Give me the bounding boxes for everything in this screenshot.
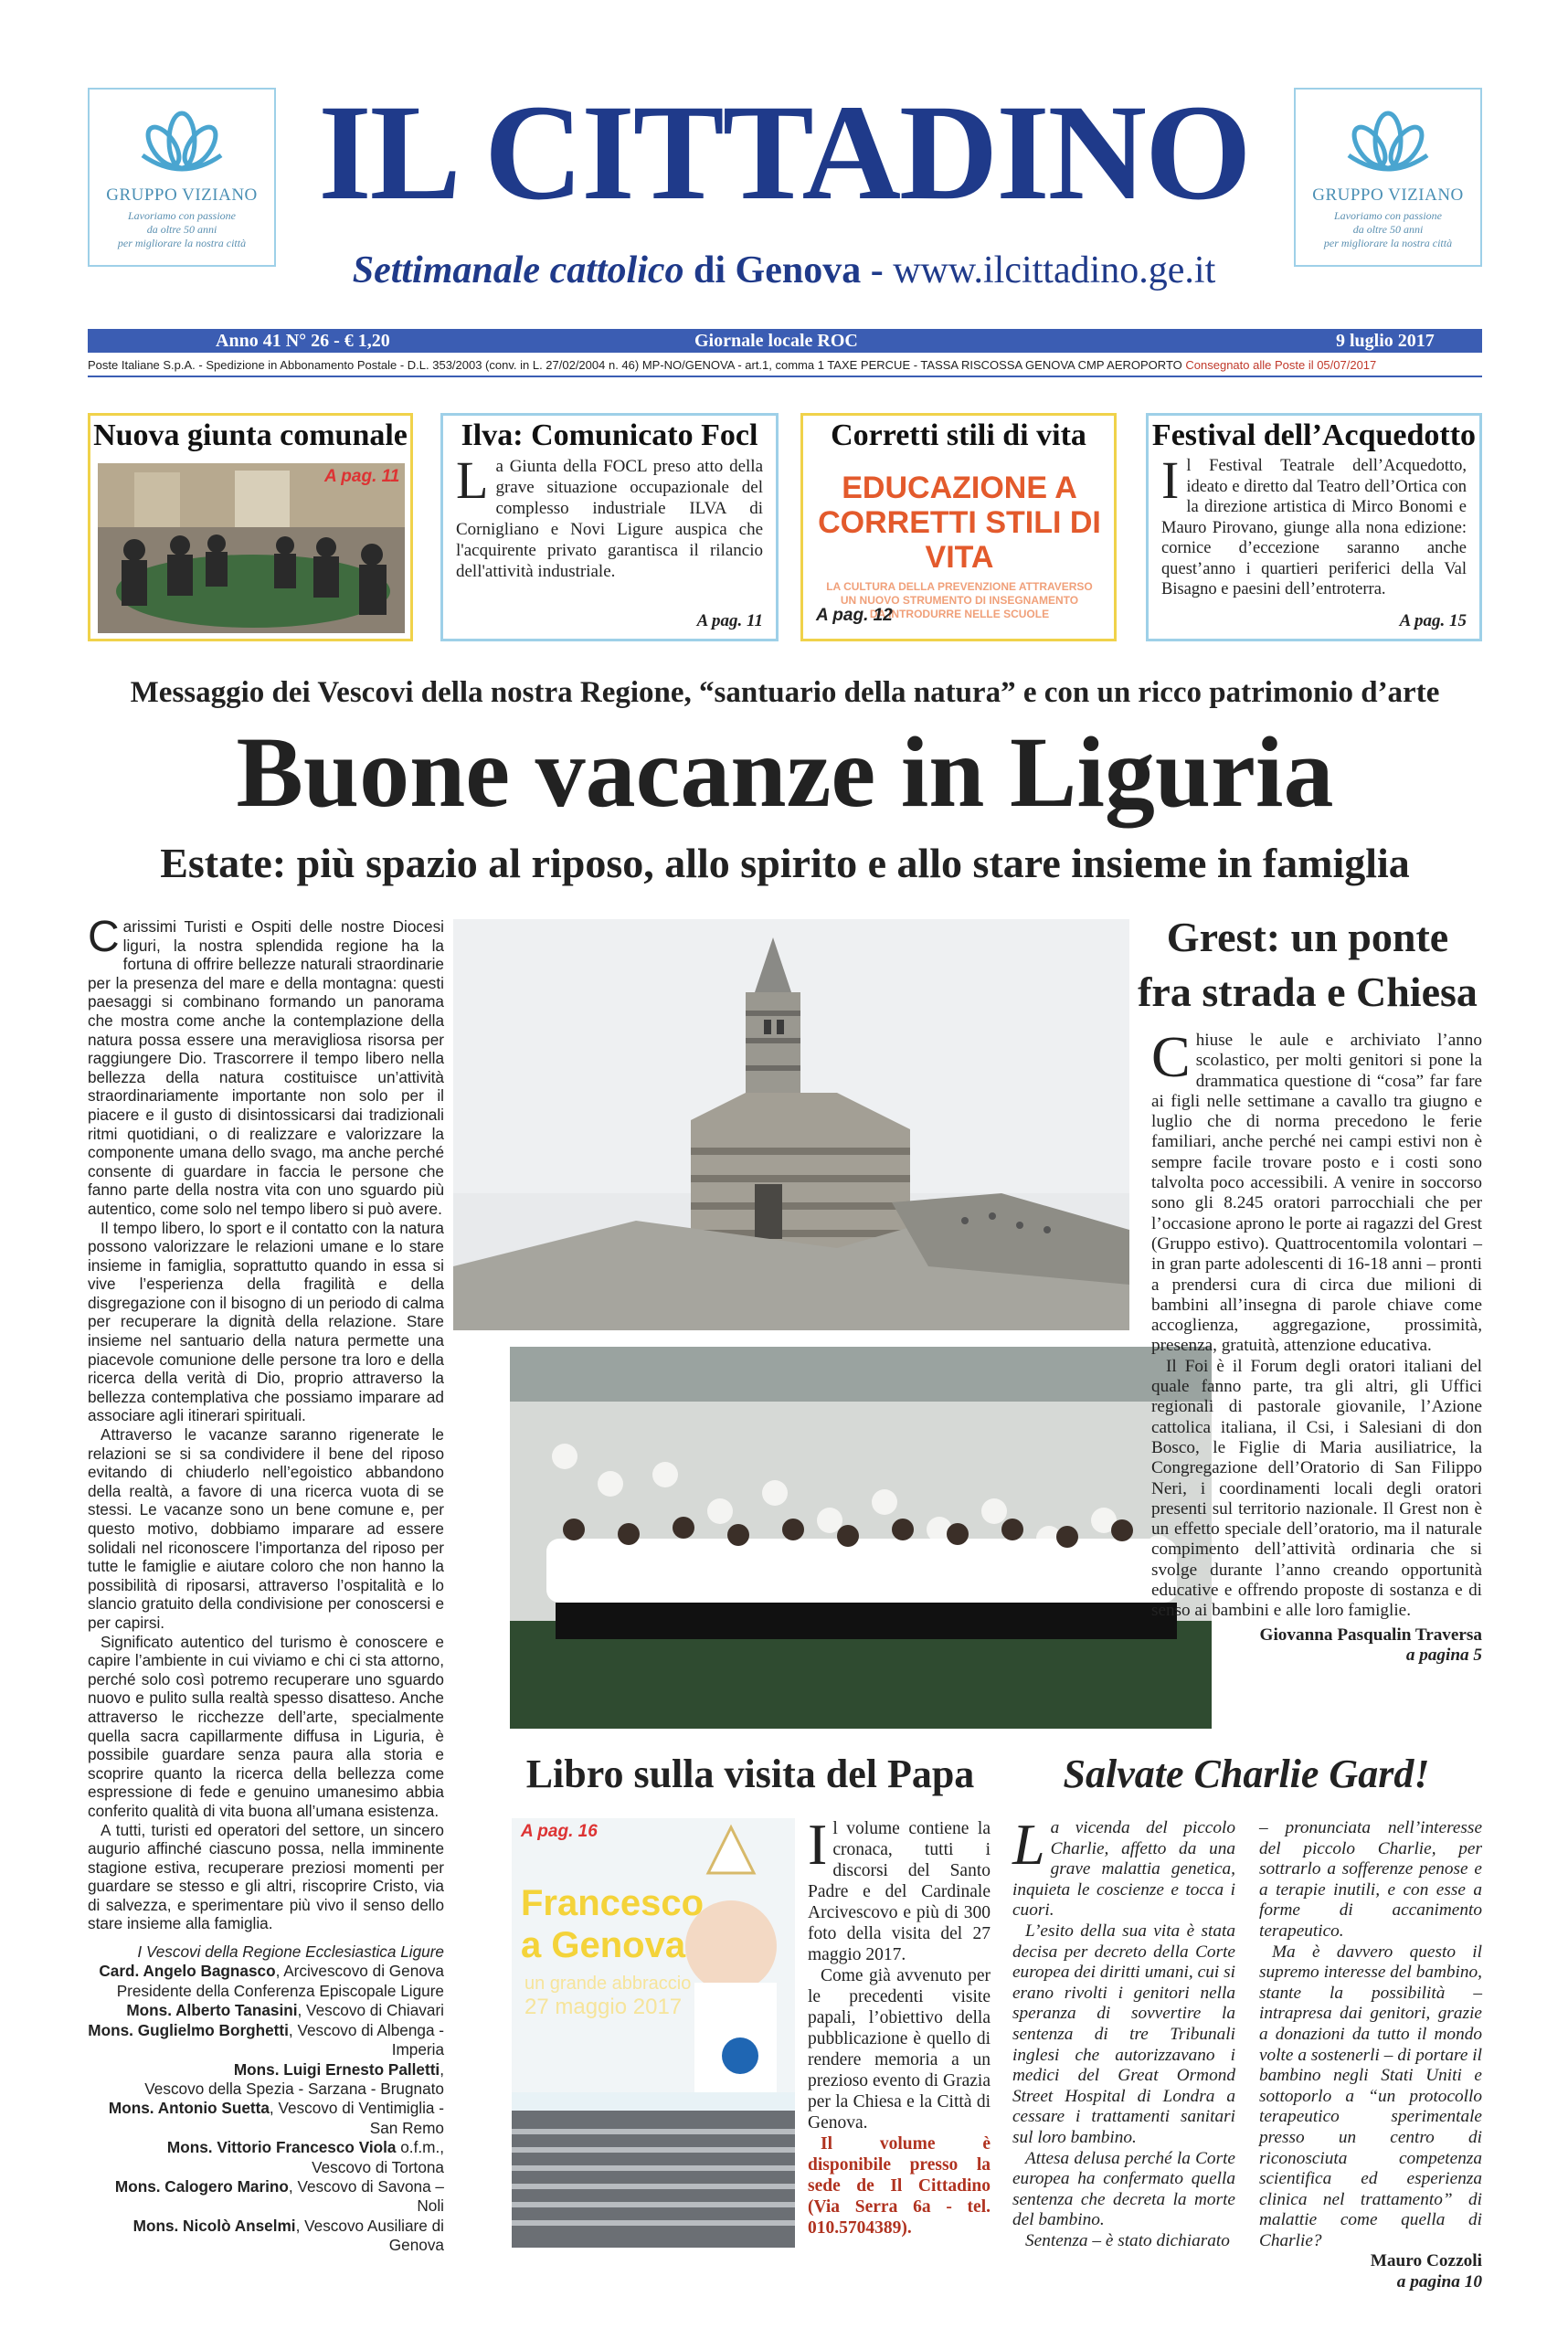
lotus-icon [132, 104, 232, 177]
page-ref[interactable]: A pag. 12 [816, 606, 893, 625]
issue-date: 9 luglio 2017 [1336, 331, 1435, 351]
charlie-headline[interactable]: Salvate Charlie Gard! [1063, 1752, 1430, 1796]
grest-author: Giovanna Pasqualin Traversa [1259, 1625, 1482, 1645]
sponsor-logo-left[interactable] [88, 88, 276, 267]
paper-type: Giornale locale ROC [694, 331, 858, 351]
main-headline[interactable]: Buone vacanze in Liguria [236, 716, 1334, 828]
church-photo [453, 919, 1129, 1330]
grest-children-photo [510, 1347, 1212, 1729]
main-deck: Estate: più spazio al riposo, allo spirito e allo stare insieme in famiglia [160, 840, 1410, 886]
book-cover-subtitle: un grande abbraccio 27 maggio 2017 [524, 1974, 692, 2019]
book-cover[interactable] [512, 1818, 795, 2248]
teaser-stili-vita[interactable] [800, 413, 1117, 641]
sponsor-name: GRUPPO VIZIANO [106, 185, 258, 205]
teaser-body: Il Festival Teatrale dell’Acquedotto, ideato e diretto dal Teatro dell’Ortica con la direzione artistica di Mirco Bonomi e Mauro Pirovano, giunge alla nona edizione: cornice d’eccezione saranno anche quest’anno i quartieri periferici della Val Bisagno e paesini dell’entroterra. [1161, 450, 1467, 598]
libro-availability: Il volume è disponibile presso la sede de Il Cittadino (Via Serra 6a - tel. 010.5704389). [808, 2134, 991, 2238]
teaser-title: Corretti stili di vita [831, 418, 1086, 452]
issue-number: Anno 41 N° 26 - € 1,20 [216, 331, 390, 351]
sponsor-logo-right[interactable] [1294, 88, 1482, 267]
teaser-festival[interactable] [1146, 413, 1482, 641]
masthead-subtitle: Settimanale cattolico di Genova - www.ilcittadino.ge.it [352, 249, 1216, 291]
charlie-article-col2: – pronunciata nell’interesse del piccolo Charlie, per sottrarlo a sofferenze penose e a terapie inutili, e con esse a forme di accanimento terapeutico. Ma è davvero questo il supremo interesse del bambino, stante la possibilità – intrapresa dai genitori, grazie a donazioni da tutto il mondo volte a sostenerli – di portare il bambino negli Stati Uniti e sottoporlo a “un protocollo terapeutico sperimentale presso un centro di riconosciuta competenza scientifica ed esperienza clinica nel trattamento” di malattie come quella di Charlie? Mauro Cozzoli a pagina 10 [1259, 1818, 1482, 2292]
lotus-icon [1338, 104, 1438, 177]
teaser-title: Festival dell’Acquedotto [1151, 418, 1477, 452]
postal-notice: Poste Italiane S.p.A. - Spedizione in Abbonamento Postale - D.L. 353/2003 (conv. in L. 27/02/2004 n. 46) MP-NO/GENOVA - art.1, comma 1 TAXE PERCUE - TASSA RISCOSSA GENOVA CMP AEROPORTO Consegnato alle Poste il 05/07/2017 [88, 358, 1482, 377]
charlie-article-col1: La vicenda del piccolo Charlie, affetto da una grave malattia genetica, inquieta le coscienze e tocca i cuori. L’esito della sua vita è stata decisa per decreto della Corte europea dei diritti umani, cui si erano rivolti i genitori nella speranza di sovvertire la sentenza di tre Tribunali inglesi che autorizzavano i medici del Great Ormond Street Hospital di Londra a cessare i trattamenti sanitari sul loro bambino. Attesa delusa perché la Corte europea ha confermato quella sentenza che decreta la morte del bambino. Sentenza – è stato dichiarato [1012, 1812, 1235, 2250]
main-article-body: Carissimi Turisti e Ospiti delle nostre Diocesi liguri, la nostra splendida regione ha la fortuna di offrire bellezze naturali straordinarie per la presenza del mare e della montagna: questi paesaggi si combinano formando un panorama che mostra come anche la contemplazione della natura possa essere una meravigliosa risorsa per raggiungere Dio. Trascorrere il tempo libero nella bellezza della natura costituisce un’attività straordinariamente importante non solo per il piacere e il gusto di disintossicarsi dai tradizionali ritmi quotidiani, o di realizzare e valorizzare la componente umana dello svago, ma anche perché consente di guardare in faccia le persone che fanno parte della nostra vita con uno sguardo più autentico, come solo nel tempo libero si può avere. Il tempo libero, lo sport e il contatto con la natura possono valorizzare le relazioni umane e lo stare insieme in famiglia, soprattutto quando in essa si vive l’esperienza della fragilità e della disgregazione con il bisogno di un periodo di calma per recuperare la dignità della relazione. Stare insieme nel santuario della natura permette una piacevole comunione delle persone tra loro e della ricerca della verità di Dio, proprio attraverso la bellezza contemplativa che possiamo imparare ad associare agli itinerari spirituali. Attraverso le vacanze saranno rigenerate le relazioni se si sa condividere il bene del riposo evitando di chiuderlo nell’egoistico abbandono della realtà, a favore di una ricerca vuota di se stessi. Le vacanze sono un bene comune e, per questo motivo, dobbiamo imparare ad essere solidali nel riconoscere l’importanza del riposo per tutte le famiglie e aiutare coloro che non hanno la possibilità di riposarsi, attraverso l’ospitalità e lo slancio gratuito della condivisione per conoscersi e per capirsi. Significato autentico del turismo è conoscere e capire l’ambiente in cui viviamo e chi ci sta attorno, perché solo così potremo recuperare uno sguardo nuovo e pulito sulla realtà spesso disatteso. Anche attraverso le ricchezze dell’arte, specialmente quella sacra capillarmente diffusa in Liguria, è possibile guardare senza paura alla storia e scoprire quanto la ricerca della bellezza come espressione di fede e genuino umanesimo abbia conferito qualità di vita buona all’umana esistenza. A tutti, turisti ed operatori del settore, un sincero augurio affinché ciascuno possa, nella imminente stagione estiva, recuperare preziosi momenti per guardare se stesso e gli altri, riscoprire Cristo, via di salvezza, e sperimentare più vivo il senso dello stare insieme alla famiglia. I Vescovi della Regione Ecclesiastica Ligure Card. Angelo Bagnasco, Arcivescovo di Genova Presidente della Conferenza Episcopale Ligure Mons. Alberto Tanasini, Vescovo di Chiavari Mons. Guglielmo Borghetti, Vescovo di Albenga - Imperia Mons. Luigi Ernesto Palletti, Vescovo della Spezia - Sarzana - Brugnato Mons. Antonio Suetta, Vescovo di Ventimiglia - San Remo Mons. Vittorio Francesco Viola o.f.m., Vescovo di Tortona Mons. Calogero Marino, Vescovo di Savona – Noli Mons. Nicolò Anselmi, Vescovo Ausiliare di Genova [88, 913, 444, 2255]
council-photo [98, 463, 405, 633]
page-ref[interactable]: A pag. 11 [324, 467, 400, 486]
sponsor-name: GRUPPO VIZIANO [1312, 185, 1464, 205]
grest-article-body: Chiuse le aule e archiviato l’anno scolastico, per molti genitori si pone la drammatica questione di “cosa” far fare ai figli nelle settimane a cavallo tra giugno e luglio che di norma precedono le ferie familiari, anche perché nei campi estivi non è sempre facile trovare posto e i costi sono talvolta poco accessibili. A venire in soccorso sono gli 8.245 oratori parrocchiali che per l’occasione aprono le porte ai ragazzi del Grest (Gruppo estivo). Quattrocentomila volontari – in gran parte adolescenti di 16-18 anni – pronti a prendersi cura di circa due milioni di bambini all’insegna di parole chiave come accoglienza, aggregazione, prossimità, presenza, gratuità, attenzione educativa. Il Foi è il Forum degli oratori italiani del quale fanno parte, tra gli altri, gli Uffici regionali di pastorale giovanile, l’Azione cattolica italiana, il Csi, i Salesiani di don Bosco, le Figlie di Maria ausiliatrice, la Congregazione dell’Oratorio di San Filippo Neri, i coordinamenti locali degli oratori presenti sul territorio nazionale. Il Grest non è un effetto speciale dell’oratorio, ma il naturale compimento dell’attività ordinaria che si svolge durante l’anno creando opportunità educative e offrendo proposte di sostanza e di senso ai bambini e alle loro famiglie. Giovanna Pasqualin Traversa a pagina 5 [1151, 1024, 1482, 1665]
website-link[interactable]: www.ilcittadino.ge.it [893, 249, 1216, 291]
bishops-signature: I Vescovi della Regione Ecclesiastica Ligure Card. Angelo Bagnasco, Arcivescovo di Genova Presidente della Conferenza Episcopale Ligure Mons. Alberto Tanasini, Vescovo di Chiavari Mons. Guglielmo Borghetti, Vescovo di Albenga - Imperia Mons. Luigi Ernesto Palletti, Vescovo della Spezia - Sarzana - Brugnato Mons. Antonio Suetta, Vescovo di Ventimiglia - San Remo Mons. Vittorio Francesco Viola o.f.m., Vescovo di Tortona Mons. Calogero Marino, Vescovo di Savona – Noli Mons. Nicolò Anselmi, Vescovo Ausiliare di Genova [88, 1942, 444, 2255]
page-ref[interactable]: A pag. 15 [1399, 611, 1467, 630]
charlie-author: Mauro Cozzoli [1370, 2251, 1482, 2271]
page-ref[interactable]: A pag. 11 [696, 611, 763, 630]
teaser-ilva[interactable] [440, 413, 779, 641]
issue-info-bar [88, 329, 1482, 353]
charlie-page-ref[interactable]: a pagina 10 [1396, 2272, 1482, 2292]
libro-headline[interactable]: Libro sulla visita del Papa [525, 1752, 975, 1796]
page-ref: A pag. 16 [521, 1822, 598, 1841]
grest-page-ref[interactable]: a pagina 5 [1405, 1645, 1482, 1665]
teaser-title: Ilva: Comunicato Focl [461, 418, 758, 452]
masthead-title: IL CITTADINO [318, 77, 1250, 228]
teaser-body: La Giunta della FOCL preso atto della grave situazione occupazionale del complesso industriale ILVA di Cornigliano e Novi Ligure auspica che l'acquirente privato garantisca il rilancio dell'attività industriale. [456, 450, 763, 581]
libro-article-body: Il volume contiene la cronaca, tutti i discorsi del Santo Padre e del Cardinale Arcivescovo e più di 300 foto della visita del 27 maggio 2017. Come già avvenuto per le precedenti visite papali, l’obiettivo della pubblicazione è quello di rendere memoria a un prezioso evento di Grazia per la Chiesa e la Città di Genova. Il volume è disponibile presso la sede de Il Cittadino (Via Serra 6a - tel. 010.5704389). [808, 1812, 991, 2238]
teaser-title: Nuova giunta comunale [93, 418, 408, 452]
education-graphic: EDUCAZIONE A CORRETTI STILI DI VITA LA CULTURA DELLA PREVENZIONE ATTRAVERSO UN NUOVO STRUMENTO DI INSEGNAMENTO DA INTRODURRE NELLE SCUOLE [810, 463, 1108, 600]
main-kicker: Messaggio dei Vescovi della nostra Regione, “santuario della natura” e con un ricco patrimonio d’arte [130, 676, 1440, 709]
sponsor-tagline: Lavoriamo con passione da oltre 50 anni per migliorare la nostra città [117, 209, 247, 249]
book-cover-title: Francesco a Genova [521, 1883, 705, 1965]
grest-headline[interactable]: Grest: un ponte fra strada e Chiesa [1138, 914, 1478, 1015]
sponsor-tagline: Lavoriamo con passione da oltre 50 anni per migliorare la nostra città [1323, 209, 1453, 249]
teaser-giunta[interactable] [88, 413, 413, 641]
